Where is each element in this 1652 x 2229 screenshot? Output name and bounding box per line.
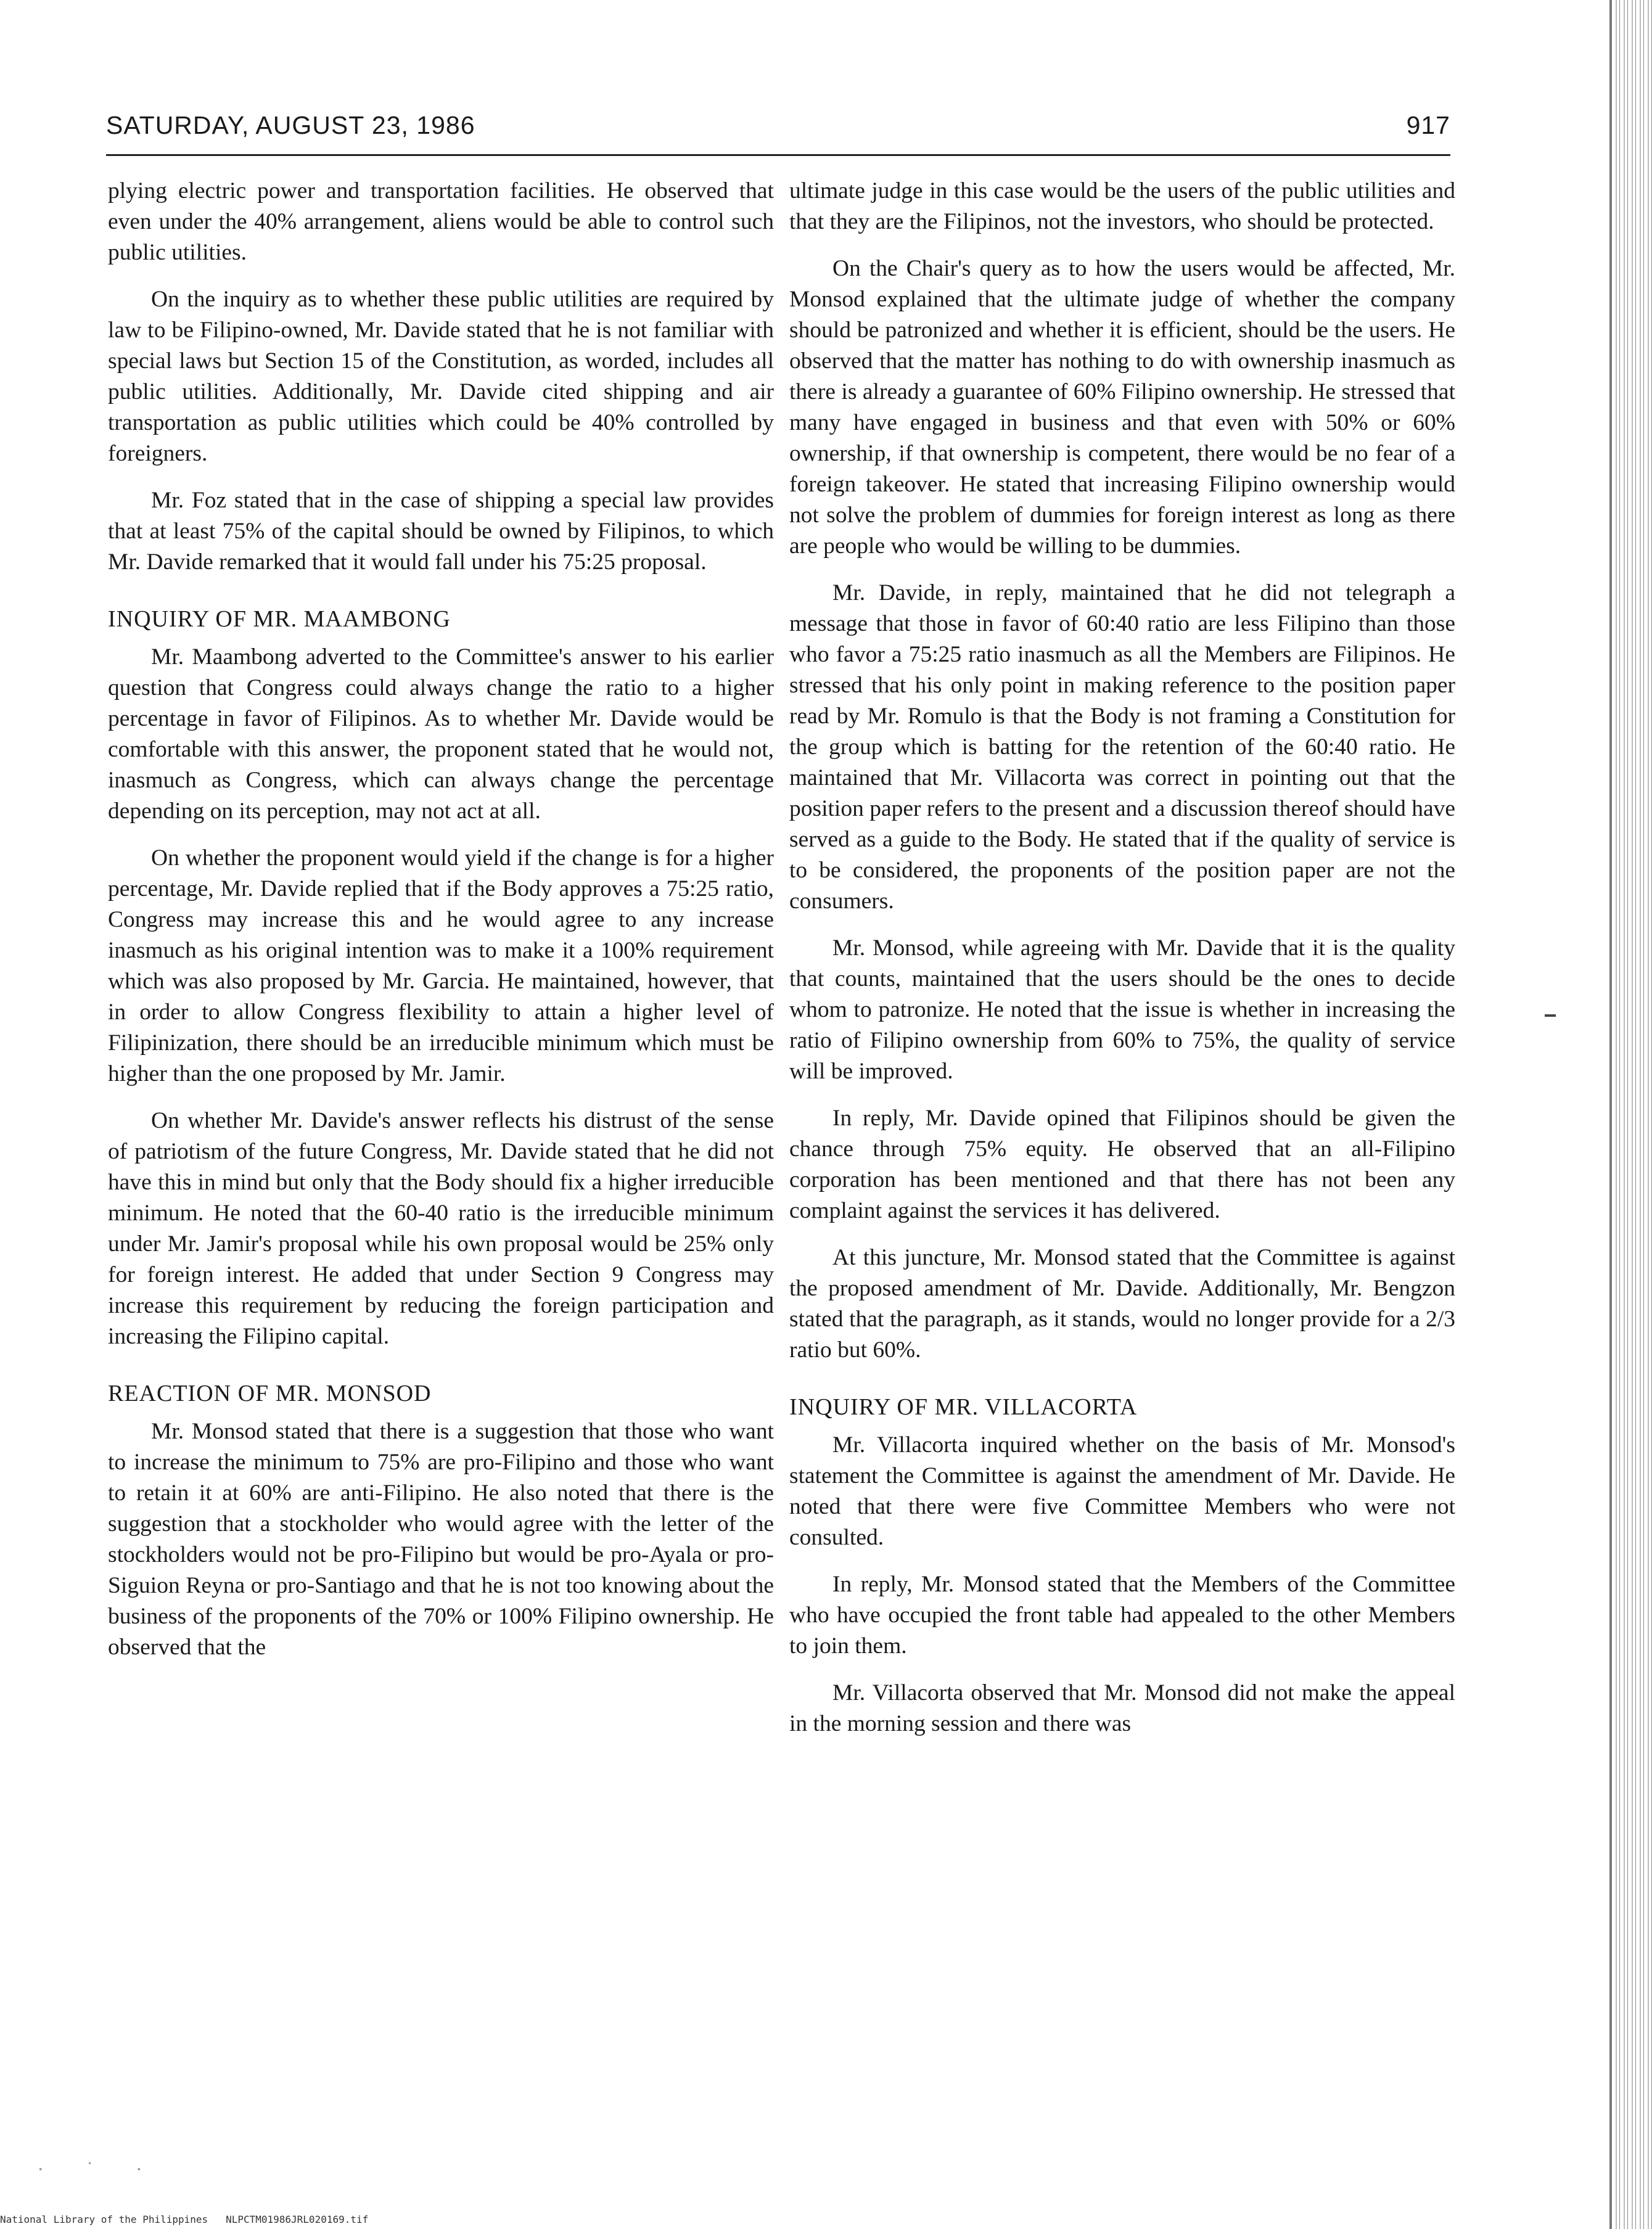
page-number: 917 (1406, 111, 1450, 139)
paragraph: Mr. Maambong adverted to the Committee's answer to his earlier question that Congress could always change the ratio to a higher percentage in favor of Filipinos. As to whether Mr. Davide would be comfortable with this answer, the proponent stated that he would not, inasmuch as Congress, which can always change the percentage depending on its perception, may not act at all. (108, 644, 774, 824)
paragraph: ultimate judge in this case would be the users of the public utilities and that they are the Filipinos, not the investors, who should be protected. (789, 178, 1455, 234)
section-heading: INQUIRY OF MR. MAAMBONG (108, 606, 451, 632)
page-header (106, 105, 1450, 156)
section-heading: REACTION OF MR. MONSOD (108, 1381, 432, 1406)
paragraph: Mr. Monsod, while agreeing with Mr. Davide that it is the quality that counts, maintained that the users should be the ones to decide whom to patronize. He noted that the issue is whether in increasing the ratio of Filipino ownership from 60% to 75%, the quality of service will be improved. (789, 935, 1455, 1084)
footer-library: National Library of the Philippines (0, 2214, 208, 2225)
paragraph: Mr. Davide, in reply, maintained that he did not telegraph a message that those in favor of 60:40 ratio are less Filipino than those who favor a 75:25 ratio inasmuch as all the Members are Filipinos. He stressed that his only point in making reference to the position paper read by Mr. Romulo is that the Body is not framing a Constitution for the group which is batting for the retention of the 60:40 ratio. He maintained that Mr. Villacorta was correct in pointing out that the position paper refers to the present and a discussion thereof should have served as a guide to the Body. He stated that if the quality of service is to be considered, the proponents of the position paper are not the consumers. (789, 580, 1455, 914)
paragraph: Mr. Monsod stated that there is a suggestion that those who want to increase the minimum to 75% are pro-Filipino and those who want to retain it at 60% are anti-Filipino. He also noted that there is the suggestion that a stockholder who would agree with the letter of the stockholders would not be pro-Filipino but would be pro-Ayala or pro-Siguion Reyna or pro-Santiago and that he is not too knowing about the business of the proponents of the 70% or 100% Filipino ownership. He observed that the (108, 1419, 774, 1660)
footer-filename: NLPCTM01986JRL020169.tif (226, 2214, 369, 2225)
scan-specks: · ˙ · (37, 2158, 161, 2181)
left-column (108, 176, 774, 1679)
paragraph: plying electric power and transportation facilities. He observed that even under the 40% arrangement, aliens would be able to control such public utilities. (108, 178, 774, 265)
paragraph: Mr. Villacorta inquired whether on the basis of Mr. Monsod's statement the Committee is against the amendment of Mr. Davide. He noted that there were five Committee Members who were not consulted. (789, 1432, 1455, 1550)
paragraph: Mr. Foz stated that in the case of shipping a special law provides that at least 75% of the capital should be owned by Filipinos, to which Mr. Davide remarked that it would fall under his 75:25 proposal. (108, 488, 774, 575)
margin-mark (1545, 1014, 1556, 1017)
paragraph: At this juncture, Mr. Monsod stated that the Committee is against the proposed amendment of Mr. Davide. Additionally, Mr. Bengzon stated that the paragraph, as it stands, would no longer provide for a 2/3 ratio but 60%. (789, 1245, 1455, 1363)
paragraph: On the inquiry as to whether these public utilities are required by law to be Filipino-owned, Mr. Davide stated that he is not familiar with special laws but Section 15 of the Constitution, as worded, includes all public utilities. Additionally, Mr. Davide cited shipping and air transportation as public utilities which could be 40% controlled by foreigners. (108, 287, 774, 466)
paragraph: Mr. Villacorta observed that Mr. Monsod did not make the appeal in the morning session and there was (789, 1680, 1455, 1736)
paragraph: On whether the proponent would yield if the change is for a higher percentage, Mr. Davide replied that if the Body approves a 75:25 ratio, Congress may increase this and he would agree to any increase inasmuch as his original intention was to make it a 100% requirement which was also proposed by Mr. Garcia. He maintained, however, that in order to allow Congress flexibility to attain a higher level of Filipinization, there should be an irreducible minimum which must be higher than the one proposed by Mr. Jamir. (108, 845, 774, 1086)
header-date: SATURDAY, AUGUST 23, 1986 (106, 111, 475, 139)
scan-footer (0, 2214, 368, 2225)
paragraph: In reply, Mr. Monsod stated that the Members of the Committee who have occupied the front table had appealed to the other Members to join them. (789, 1572, 1455, 1659)
scan-binding (1612, 0, 1652, 2229)
paragraph: On whether Mr. Davide's answer reflects his distrust of the sense of patriotism of the future Congress, Mr. Davide stated that he did not have this in mind but only that the Body should fix a higher irreducible minimum. He noted that the 60-40 ratio is the irreducible minimum under Mr. Jamir's proposal while his own proposal would be 25% only for foreign interest. He added that under Section 9 Congress may increase this requirement by reducing the foreign participation and increasing the Filipino capital. (108, 1108, 774, 1349)
section-heading: INQUIRY OF MR. VILLACORTA (789, 1394, 1138, 1420)
paragraph: In reply, Mr. Davide opined that Filipinos should be given the chance through 75% equity. He observed that an all-Filipino corporation has been mentioned and that there has not been any complaint against the services it has delivered. (789, 1106, 1455, 1223)
right-column (789, 176, 1455, 1755)
paragraph: On the Chair's query as to how the users would be affected, Mr. Monsod explained that the ultimate judge of whether the company should be patronized and whether it is efficient, should be the users. He observed that the matter has nothing to do with ownership inasmuch as there is already a guarantee of 60% Filipino ownership. He stressed that many have engaged in business and that even with 50% or 60% ownership, if that ownership is competent, there would be no fear of a foreign takeover. He stated that increasing Filipino ownership would not solve the problem of dummies for foreign interest as long as there are people who would be willing to be dummies. (789, 256, 1455, 559)
